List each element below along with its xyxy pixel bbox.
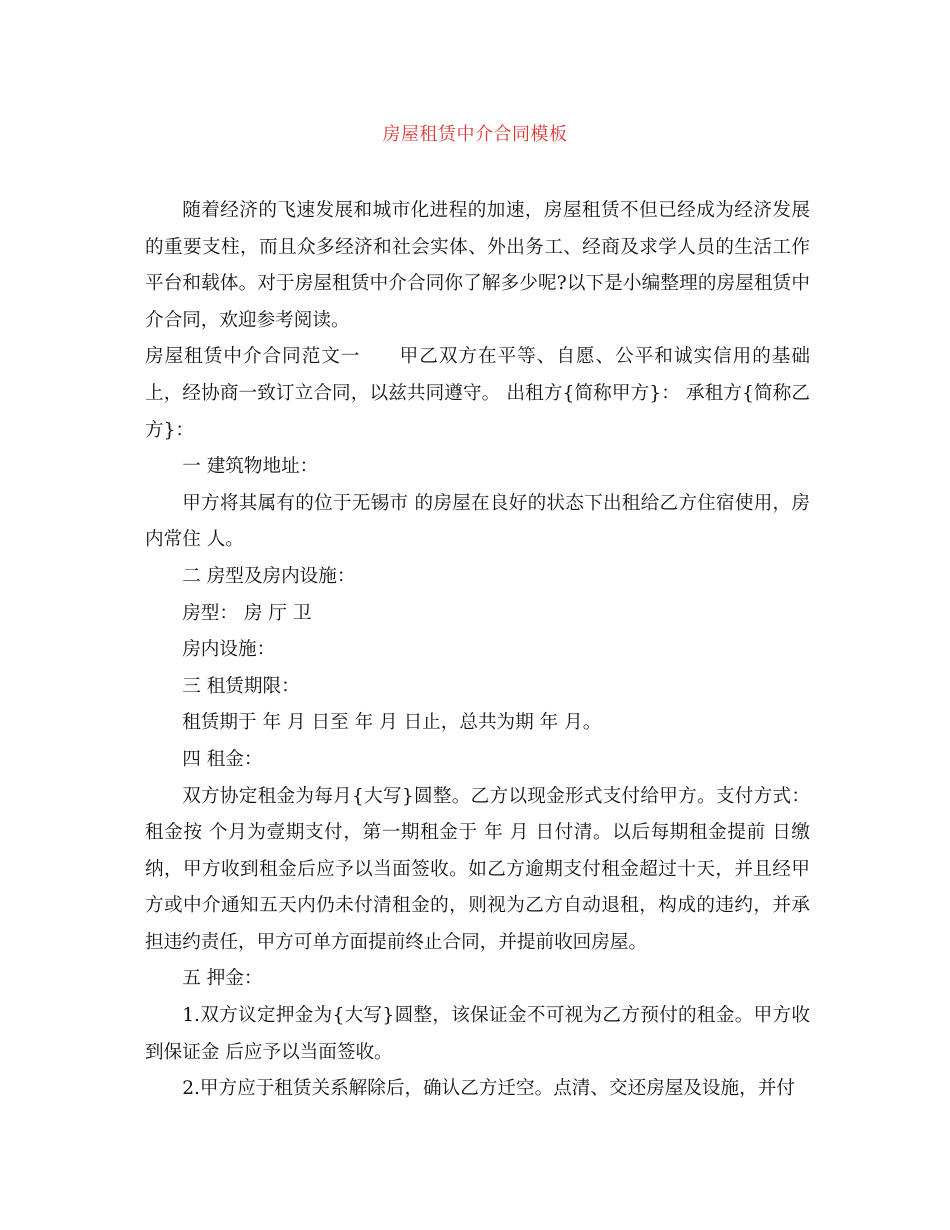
deposit-clause-2: 2.甲方应于租赁关系解除后，确认乙方迁空。点清、交还房屋及设施，并付: [182, 1078, 795, 1100]
facilities-line: 房内设施：: [182, 639, 276, 661]
room-type-line: 房型： 房 厅 卫: [182, 602, 312, 624]
deposit-clause-1: 1.双方议定押金为{大写}圆整，该保证金不可视为乙方预付的租金。甲方收到保证金 后应予以当面签收。: [145, 1005, 810, 1063]
section-heading-room-type: 二 房型及房内设施：: [182, 565, 356, 587]
document-title: 房屋租赁中介合同模板: [382, 124, 568, 145]
address-clause: 甲方将其属有的位于无锡市 的房屋在良好的状态下出租给乙方住宿使用，房内常住 人。: [145, 492, 810, 551]
section-heading-deposit: 五 押金：: [182, 968, 263, 990]
lease-term-clause: 租赁期于 年 月 日至 年 月 日止，总共为期 年 月。: [182, 712, 602, 734]
section-heading-rent: 四 租金：: [182, 748, 263, 770]
section-heading-lease-term: 三 租赁期限：: [182, 675, 300, 697]
document-body: [145, 193, 810, 1108]
section-heading-address: 一 建筑物地址：: [182, 456, 319, 478]
intro-paragraph: 随着经济的飞速发展和城市化进程的加速，房屋租赁不但已经成为经济发展的重要支柱，而且众多经济和社会实体、外出务工、经商及求学人员的生活工作平台和载体。对于房屋租赁中介合同你了解多少呢?以下是小编整理的房屋租赁中介合同，欢迎参考阅读。: [145, 200, 810, 331]
rent-clause: 双方协定租金为每月{大写}圆整。乙方以现金形式支付给甲方。支付方式：租金按 个月为壹期支付，第一期租金于 年 月 日付清。以后每期租金提前 日缴纳，甲方收到租金后应予以当面签收。如乙方逾期支付租金超过十天，并且经甲方或中介通知五天内仍未付清租金的，则视为乙方自动退租，构成的违约，并承担违约责任，甲方可单方面提前终止合同，并提前收回房屋。: [145, 785, 810, 953]
contract-preamble: 房屋租赁中介合同范文一 甲乙双方在平等、自愿、公平和诚实信用的基础上，经协商一致订立合同，以兹共同遵守。 出租方{简称甲方}： 承租方{简称乙方}：: [145, 346, 810, 441]
